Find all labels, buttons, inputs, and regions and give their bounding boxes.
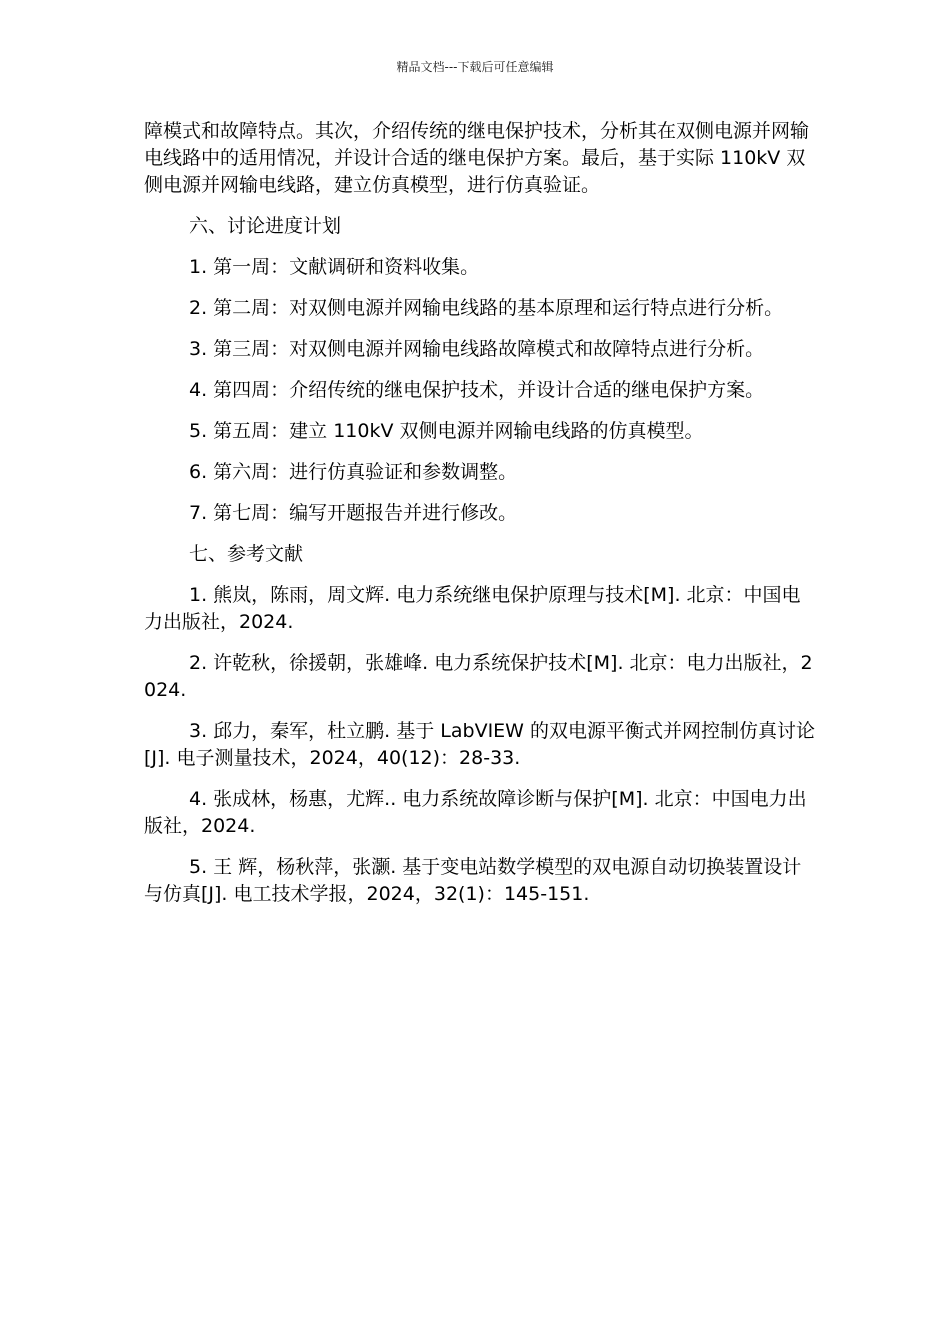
- paragraph-continuation: 障模式和故障特点。其次，介绍传统的继电保护技术，分析其在双侧电源并网输电线路中的适用情况，并设计合适的继电保护方案。最后，基于实际 110kV 双侧电源并网输电线路，建立仿真模型，进行仿真验证。: [144, 120, 810, 196]
- reference-item: 2. 许乾秋，徐援朝，张雄峰. 电力系统保护技术[M]. 北京：电力出版社，2024.: [144, 652, 813, 701]
- schedule-item: 7. 第七周：编写开题报告并进行修改。: [189, 502, 518, 524]
- schedule-item: 3. 第三周：对双侧电源并网输电线路故障模式和故障特点进行分析。: [189, 338, 765, 360]
- section-heading-references: 七、参考文献: [189, 543, 304, 565]
- page-header: 精品文档---下载后可任意编辑: [396, 60, 554, 74]
- reference-item: 1. 熊岚，陈雨，周文辉. 电力系统继电保护原理与技术[M]. 北京：中国电力出版社，2024.: [144, 584, 801, 633]
- schedule-item: 5. 第五周：建立 110kV 双侧电源并网输电线路的仿真模型。: [189, 420, 704, 442]
- section-heading-schedule: 六、讨论进度计划: [189, 215, 342, 237]
- schedule-item: 4. 第四周：介绍传统的继电保护技术，并设计合适的继电保护方案。: [189, 379, 765, 401]
- schedule-item: 2. 第二周：对双侧电源并网输电线路的基本原理和运行特点进行分析。: [189, 297, 784, 319]
- reference-item: 4. 张成林，杨惠，尤辉.. 电力系统故障诊断与保护[M]. 北京：中国电力出版社，2024.: [144, 788, 807, 837]
- reference-item: 5. 王 辉，杨秋萍，张灏. 基于变电站数学模型的双电源自动切换装置设计与仿真[J]. 电工技术学报，2024，32(1)：145-151.: [144, 856, 802, 905]
- document-body: [144, 118, 816, 922]
- schedule-item: 6. 第六周：进行仿真验证和参数调整。: [189, 461, 518, 483]
- reference-item: 3. 邱力，秦军，杜立鹏. 基于 LabVIEW 的双电源平衡式并网控制仿真讨论[J]. 电子测量技术，2024，40(12)：28-33.: [144, 720, 816, 769]
- schedule-item: 1. 第一周：文献调研和资料收集。: [189, 256, 480, 278]
